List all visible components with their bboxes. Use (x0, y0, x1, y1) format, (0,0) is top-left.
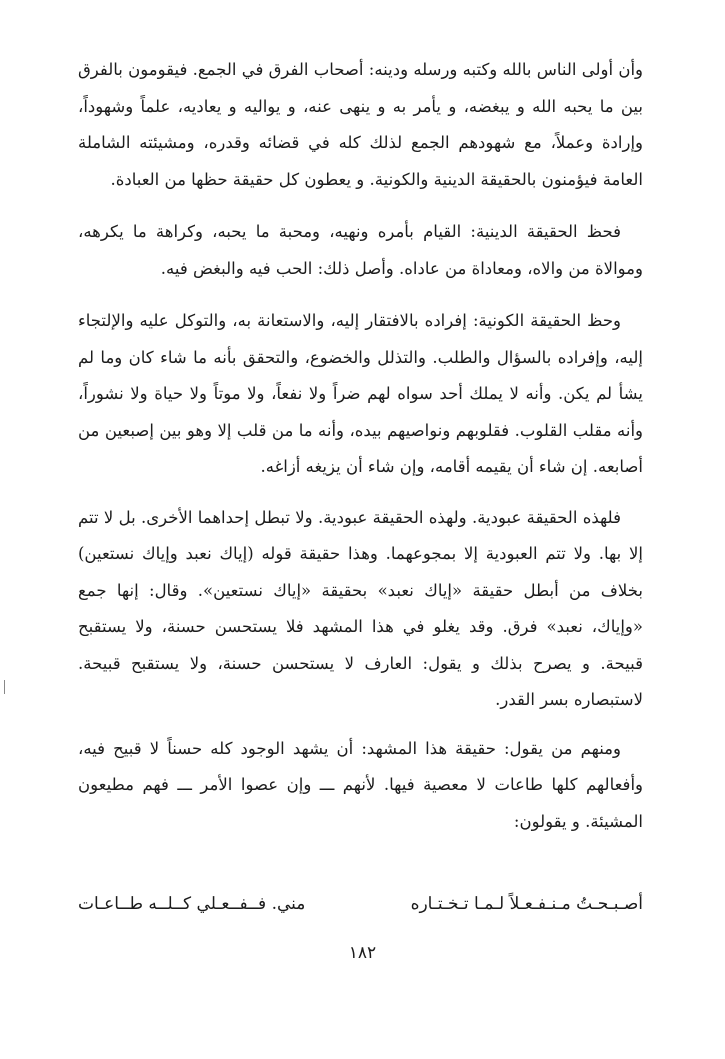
paragraph-1: وأن أولى الناس بالله وكتبه ورسله ودينه: أصحاب الفرق في الجمع. فيقومون بالفرق بين ما يحبه الله و يبغضه، و يأمر به و ينهى عنه، و يواليه و يعاديه، علماً وشهوداً، وإرادة وعملاً، مع شهودهم الجمع لذلك كله في قضائه وقدره، ومشيئته الشاملة العامة فيؤمنون بالحقيقة الدينية والكونية. و يعطون كل حقيقة حظها من العبادة. (78, 60, 643, 189)
page-number: ١٨٢ (348, 943, 377, 963)
scan-edge-mark (4, 680, 5, 694)
verse-second-hemistich: مني. فــفــعـلي كــلــه طــاعـات (78, 894, 306, 914)
paragraph-2: فحظ الحقيقة الدينية: القيام بأمره ونهيه، ومحبة ما يحبه، وكراهة ما يكرهه، وموالاة من والاه، ومعاداة من عاداه. وأصل ذلك: الحب فيه والبغض فيه. (78, 222, 643, 278)
page-body (78, 52, 643, 850)
paragraph-3: وحظ الحقيقة الكونية: إفراده بالافتقار إليه، والاستعانة به، والتوكل عليه والإلتجاء إليه، وإفراده بالسؤال والطلب. والتذلل والخضوع، والتحقق بأنه ما شاء كان وما لم يشأ لم يكن. وأنه لا يملك أحد سواه لهم ضراً ولا نفعاً، ولا موتاً ولا حياة ولا نشوراً، وأنه مقلب القلوب. فقلوبهم ونواصيهم بيده، وأنه ما من قلب إلا وهو بين إصبعين من أصابعه. إن شاء أن يقيمه أقامه، وإن شاء أن يزيغه أزاغه. (78, 311, 643, 476)
verse-first-hemistich: أصـبـحـتُ مـنـفـعـلاً لـمـا تـخـتـاره (410, 894, 643, 914)
paragraph-5: ومنهم من يقول: حقيقة هذا المشهد: أن يشهد الوجود كله حسناً لا قبيح فيه، وأفعالهم كلها طاعات لا معصية فيها. لأنهم ـــ وإن عصوا الأمر ـــ فهم مطيعون المشيئة. و يقولون: (78, 738, 643, 831)
poetry-verse (78, 884, 643, 924)
paragraph-4: فلهذه الحقيقة عبودية. ولهذه الحقيقة عبودية. ولا تبطل إحداهما الأخرى. بل لا تتم إلا بها. ولا تتم العبودية إلا بمجوعهما. وهذا حقيقة قوله (إياك نعبد وإياك نستعين) بخلاف من أبطل حقيقة «إياك نعبد» بحقيقة «إياك نستعين». وقال: إنها جمع «وإياك، نعبد» فرق. وقد يغلو في هذا المشهد فلا يستحسن حسنة، ولا يستقبح قبيحة. و يصرح بذلك و يقول: العارف لا يستحسن حسنة، ولا يستقبح قبيحة. لاستبصاره بسر القدر. (78, 507, 643, 709)
